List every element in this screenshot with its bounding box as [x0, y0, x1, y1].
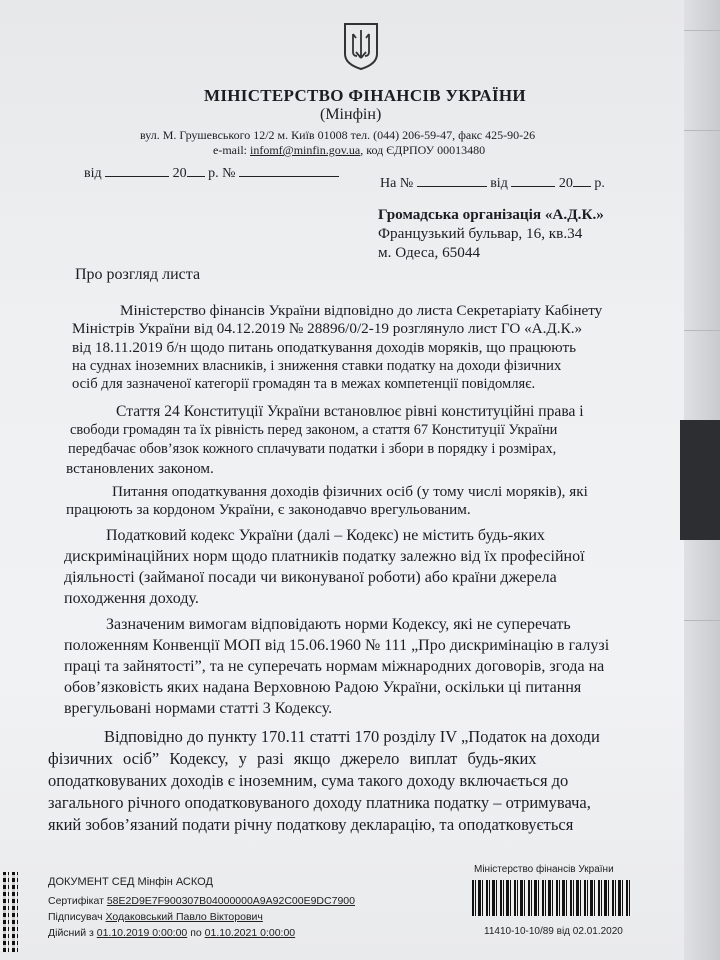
- body-line: Стаття 24 Конституції України встановлює рівні конституційні права і: [116, 403, 584, 420]
- page-edge-line: [684, 30, 720, 31]
- reg-year-label: 20: [172, 166, 187, 181]
- barcode-icon: [472, 880, 632, 916]
- signer-value: Ходаковський Павло Вікторович: [105, 911, 263, 923]
- footer-reg-number: 11410-10-10/89 від 02.01.2020: [484, 926, 623, 937]
- body-line: свободи громадян та їх рівність перед законом, а стаття 67 Конституції України: [70, 422, 558, 438]
- recipient-street: Французький бульвар, 16, кв.34: [378, 225, 583, 242]
- body-line: Міністерство фінансів України відповідно до листа Секретаріату Кабінету: [120, 302, 603, 319]
- page-edge-line: [684, 620, 720, 621]
- background-shadow: [680, 420, 720, 540]
- qr-code-pattern: [0, 872, 20, 952]
- body-line: походження доходу.: [64, 590, 199, 607]
- body-line: дискримінаційних норм щодо платників податку залежно від їх професійної: [64, 548, 585, 565]
- ministry-address: вул. М. Грушевського 12/2 м. Київ 01008 тел. (044) 206-59-47, факс 425-90-26: [140, 128, 536, 142]
- cert-value: 58E2D9E7F900307B04000000A9A92C00E9DC7900: [106, 895, 355, 907]
- valid-label: Дійсний з: [48, 927, 94, 939]
- blank-field: [417, 186, 487, 187]
- reg-from-label: від: [490, 176, 508, 191]
- body-line: Зазначеним вимогам відповідають норми Кодексу, які не суперечать: [106, 616, 571, 633]
- body-line: Міністрів України від 04.12.2019 № 28896/0/2-19 розглянуло лист ГО «А.Д.К.»: [72, 320, 583, 337]
- body-line: оподатковуваних доходів є іноземним, сума такого доходу включається до: [48, 771, 569, 790]
- email-link[interactable]: infomf@minfin.gov.ua: [249, 143, 361, 157]
- body-line: праці та зайнятості”, та не суперечать нормам міжнародних договорів, згода на: [64, 658, 605, 675]
- body-line: встановлених законом.: [66, 460, 214, 477]
- body-line: врегульовані нормами статті 3 Кодексу.: [64, 700, 333, 717]
- footer-certificate: [48, 895, 355, 907]
- recipient-org: Громадська організація «А.Д.К.»: [378, 206, 604, 223]
- body-line: фізичних осіб” Кодексу, у разі якщо джерело виплат будь-яких: [48, 749, 537, 768]
- incoming-reg-line: [380, 176, 605, 192]
- reg-year-label: 20: [558, 176, 573, 191]
- body-line: Відповідно до пункту 170.11 статті 170 розділу IV „Податок на доходи: [104, 727, 600, 746]
- footer-doc-title: ДОКУМЕНТ СЕД Мінфін АСКОД: [48, 876, 213, 888]
- body-line: від 18.11.2019 б/н щодо питань оподаткування доходів моряків, що працюють: [72, 339, 577, 356]
- body-line: загального річного оподатковуваного доходу платника податку – отримувача,: [48, 793, 591, 812]
- body-line: працюють за кордоном України, є законодавчо врегульованим.: [66, 501, 471, 518]
- body-line: осіб для зазначеної категорії громадян та в межах компетенції повідомляє.: [72, 376, 536, 392]
- blank-field: [511, 186, 555, 187]
- recipient-city: м. Одеса, 65044: [378, 244, 481, 261]
- reg-from-label: від: [84, 166, 102, 181]
- valid-to-label: по: [190, 927, 202, 939]
- page-edge-line: [684, 330, 720, 331]
- reg-year-suffix: р.: [208, 166, 219, 181]
- cert-label: Сертифікат: [48, 895, 104, 907]
- outgoing-reg-line: [84, 166, 339, 182]
- edrpou-code: , код ЄДРПОУ 00013480: [360, 143, 486, 157]
- ministry-short-name: (Мінфін): [320, 106, 382, 123]
- body-line: обов’язковість яких надана Верховною Радою України, оскільки ці питання: [64, 679, 582, 696]
- body-line: Питання оподаткування доходів фізичних осіб (у тому числі моряків), які: [112, 483, 588, 500]
- reg-ref-label: На №: [380, 176, 414, 191]
- footer-signer: [48, 911, 263, 923]
- footer-validity: [48, 927, 295, 939]
- signer-label: Підписувач: [48, 911, 103, 923]
- reg-year-suffix: р.: [594, 176, 605, 191]
- body-line: положенням Конвенції МОП від 15.06.1960 № 111 „Про дискримінацію в галузі: [64, 637, 610, 654]
- blank-field: [239, 176, 339, 177]
- body-line: на суднах іноземних власників, і зниження ставки податку на доходи фізичних: [72, 358, 562, 374]
- valid-from-value: 01.10.2019 0:00:00: [96, 927, 188, 939]
- email-line: [213, 143, 485, 158]
- body-line: який зобов’язаний подати річну податкову декларацію, та оподатковується: [48, 815, 574, 834]
- blank-field: [573, 186, 591, 187]
- reg-number-label: №: [222, 166, 236, 181]
- letter-subject: Про розгляд листа: [75, 266, 201, 283]
- trident-emblem-icon: [343, 22, 379, 70]
- valid-to-value: 01.10.2021 0:00:00: [204, 927, 296, 939]
- blank-field: [187, 176, 205, 177]
- body-line: діяльності (займаної посади чи виконуваної роботи) або країни джерела: [64, 569, 557, 586]
- email-label: e-mail:: [213, 143, 247, 157]
- body-line: передбачає обов’язок кожного сплачувати податки і збори в порядку і розмірах,: [68, 441, 557, 457]
- body-line: Податковий кодекс України (далі – Кодекс) не містить будь-яких: [106, 527, 545, 544]
- ministry-title: МІНІСТЕРСТВО ФІНАНСІВ УКРАЇНИ: [204, 86, 526, 105]
- blank-field: [105, 176, 169, 177]
- footer-ministry-small: Міністерство фінансів України: [474, 864, 614, 875]
- page-edge-line: [684, 130, 720, 131]
